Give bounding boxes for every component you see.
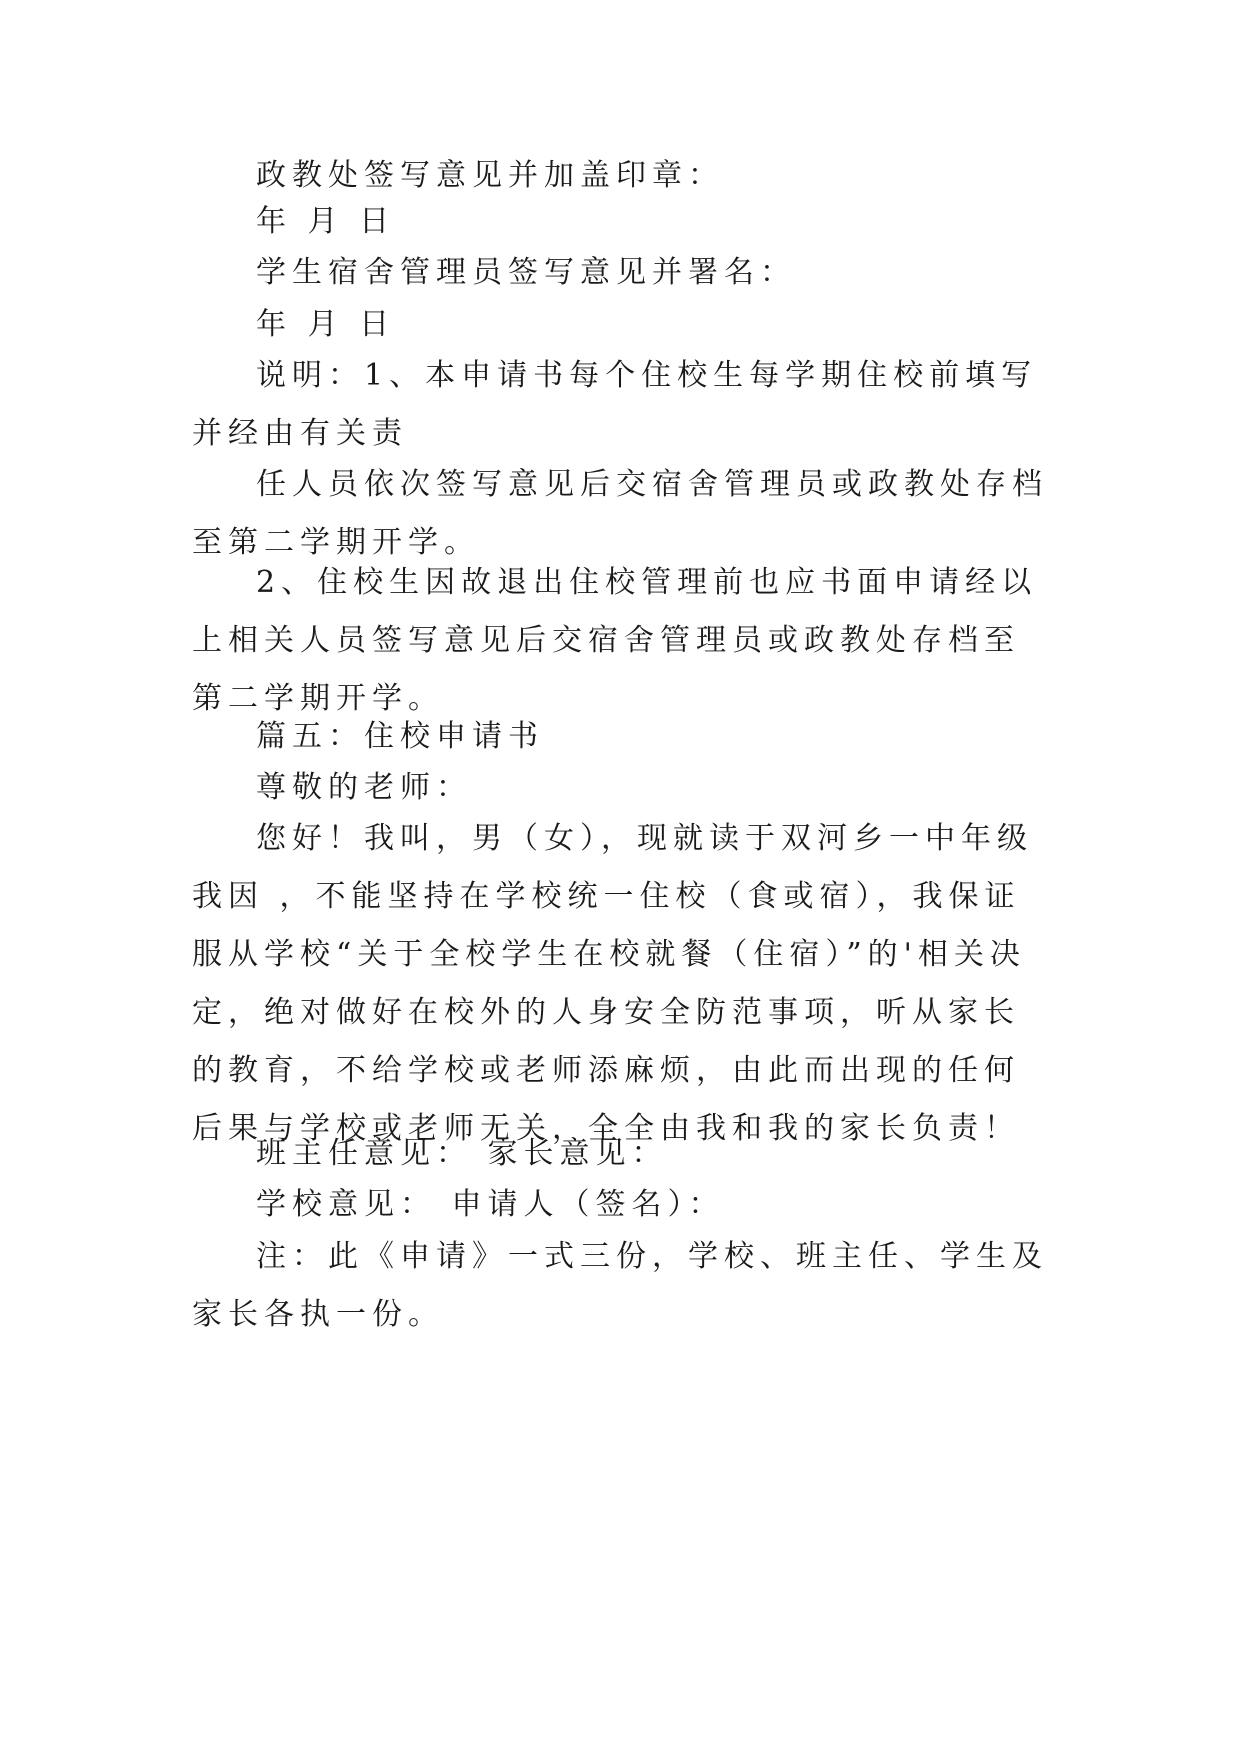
- section-title: 篇五：住校申请书: [256, 719, 544, 754]
- date-line: 年 月 日: [256, 307, 396, 342]
- instructions-paragraph-3: 2、住校生因故退出住校管理前也应书面申请经以上相关人员签写意见后交宿舍管理员或政教处存档至第二学期开学。: [192, 565, 1038, 716]
- date-line: 年 月 日: [256, 204, 396, 239]
- school-applicant-signature-line: 学校意见： 申请人（签名）：: [256, 1187, 725, 1222]
- note-paragraph: 注：此《申请》一式三份，学校、班主任、学生及家长各执一份。: [192, 1239, 1048, 1332]
- teacher-parent-opinion-line: 班主任意见： 家长意见：: [256, 1136, 668, 1171]
- instructions-paragraph-2: 任人员依次签写意见后交宿舍管理员或政教处存档至第二学期开学。: [192, 467, 1048, 560]
- instructions-paragraph-1: 说明：1、本申请书每个住校生每学期住校前填写并经由有关责: [192, 358, 1038, 451]
- political-office-signature-line: 政教处签写意见并加盖印章：: [256, 158, 724, 193]
- dorm-manager-signature-line: 学生宿舍管理员签写意见并署名：: [256, 255, 796, 290]
- application-body: 您好！我叫，男（女），现就读于双河乡一中年级我因 ，不能坚持在学校统一住校（食或宿），我保证服从学校“关于全校学生在校就餐（住宿）”的'相关决定，绝对做好在校外的人身安全防范事项，听从家长的教育，不给学校或老师添麻烦，由此而出现的任何后果与学校或老师无关，全全由我和我的家长负责！: [192, 821, 1033, 1146]
- salutation: 尊敬的老师：: [256, 770, 472, 805]
